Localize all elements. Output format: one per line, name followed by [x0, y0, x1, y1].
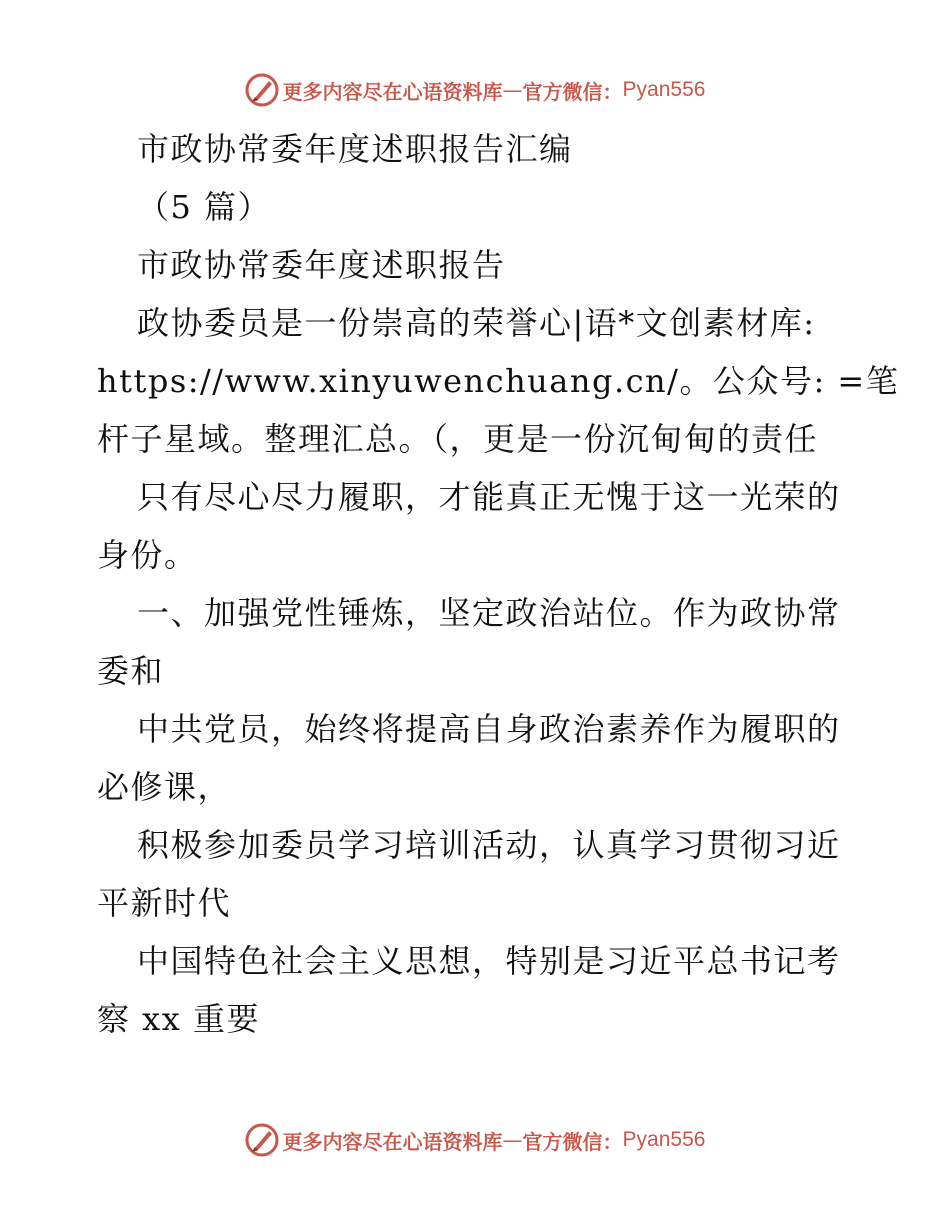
text-line: 一、加强党性锤炼，坚定政治站位。作为政协常 — [137, 594, 841, 632]
banner-brand-text: 更多内容尽在心语资料库 — [282, 1129, 503, 1154]
doc-title: 市政协常委年度述职报告汇编 — [137, 130, 573, 168]
text-line: 中国特色社会主义思想，特别是习近平总书记考 — [137, 942, 841, 980]
document-body — [97, 120, 900, 1048]
text-line: 积极参加委员学习培训活动，认真学习贯彻习近 — [137, 826, 841, 864]
quill-logo-icon — [245, 73, 279, 107]
text-line: 只有尽心尽力履职，才能真正无愧于这一光荣的 — [137, 478, 841, 516]
text-line: 身份。 — [97, 536, 198, 574]
banner-wechat-label: 官方微信： — [522, 79, 623, 104]
quill-logo-icon — [245, 1123, 279, 1157]
text-line: 必修课， — [97, 768, 232, 806]
banner-brand-text: 更多内容尽在心语资料库 — [282, 79, 503, 104]
text-line: 平新时代 — [97, 884, 232, 922]
footer-banner — [0, 1120, 950, 1160]
text-line: https://www.xinyuwenchuang.cn/。公众号: =笔 — [97, 362, 900, 400]
text-line: 杆子星域。整理汇总。（，更是一份沉甸甸的责任 — [97, 420, 819, 458]
text-line: 察 xx 重要 — [97, 1000, 260, 1038]
text-line: 政协委员是一份崇高的荣誉心|语*文创素材库: — [137, 304, 816, 342]
banner-wechat-id: Pyan556 — [622, 78, 706, 101]
text-line: 中共党员，始终将提高自身政治素养作为履职的 — [137, 710, 841, 748]
banner-dash: — — [502, 1128, 523, 1152]
text-line: 委和 — [97, 652, 165, 690]
banner-wechat-label: 官方微信： — [522, 1129, 623, 1154]
header-banner — [0, 70, 950, 110]
banner-dash: — — [502, 78, 523, 102]
doc-count: （5 篇） — [137, 188, 272, 226]
doc-subtitle: 市政协常委年度述职报告 — [137, 246, 506, 284]
banner-wechat-id: Pyan556 — [622, 1128, 706, 1151]
